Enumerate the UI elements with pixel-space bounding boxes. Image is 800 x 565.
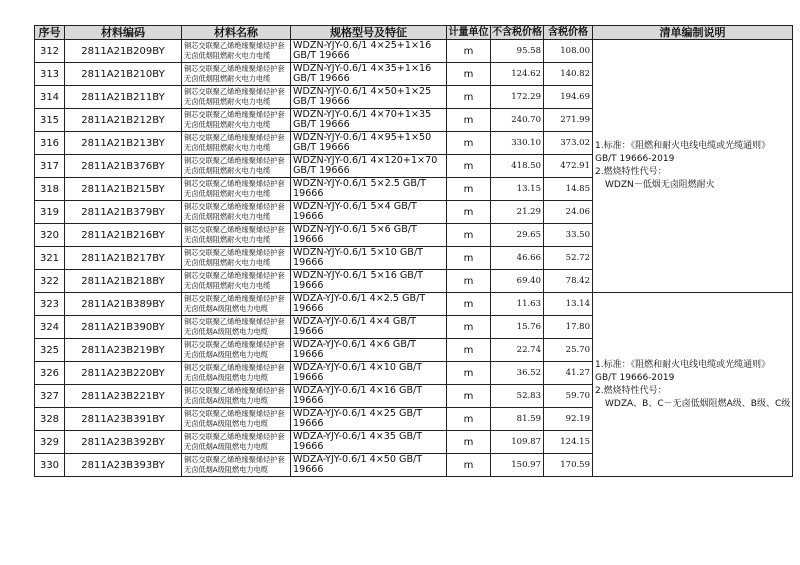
row-spec: WDZA-YJY-0.6/1 4×6 GB/T 19666 (291, 339, 447, 362)
row-code: 2811A21B212BY (65, 109, 182, 132)
row-spec: WDZA-YJY-0.6/1 4×10 GB/T 19666 (291, 362, 447, 385)
row-name: 铜芯交联聚乙烯绝缘聚烯烃护套无卤低烟A级阻燃电力电缆 (182, 293, 291, 316)
row-price-ex-tax: 36.52 (491, 362, 544, 385)
row-price-ex-tax: 95.58 (491, 40, 544, 63)
note-line: WDZA、B、C－无卤低烟阻燃A级、B级、C级 (605, 398, 791, 409)
row-seq: 320 (35, 224, 65, 247)
note-line: 2.燃烧特性代号： (595, 167, 667, 177)
header-code: 材料编码 (65, 26, 182, 40)
row-unit: m (447, 316, 491, 339)
row-seq: 329 (35, 431, 65, 454)
row-price-ex-tax: 330.10 (491, 132, 544, 155)
row-unit: m (447, 293, 491, 316)
row-code: 2811A23B219BY (65, 339, 182, 362)
row-unit: m (447, 40, 491, 63)
row-seq: 330 (35, 454, 65, 477)
row-code: 2811A23B392BY (65, 431, 182, 454)
row-spec: WDZN-YJY-0.6/1 4×25+1×16 GB/T 19666 (291, 40, 447, 63)
row-spec: WDZA-YJY-0.6/1 4×4 GB/T 19666 (291, 316, 447, 339)
row-seq: 317 (35, 155, 65, 178)
row-spec: WDZA-YJY-0.6/1 4×50 GB/T 19666 (291, 454, 447, 477)
row-price-ex-tax: 81.59 (491, 408, 544, 431)
row-price-ex-tax: 172.29 (491, 86, 544, 109)
row-spec: WDZN-YJY-0.6/1 4×70+1×35 GB/T 19666 (291, 109, 447, 132)
row-unit: m (447, 385, 491, 408)
note-block (593, 293, 793, 477)
row-price-inc-tax: 24.06 (544, 201, 593, 224)
row-seq: 322 (35, 270, 65, 293)
row-code: 2811A21B217BY (65, 247, 182, 270)
row-seq: 319 (35, 201, 65, 224)
row-price-ex-tax: 22.74 (491, 339, 544, 362)
row-code: 2811A21B379BY (65, 201, 182, 224)
row-price-ex-tax: 418.50 (491, 155, 544, 178)
row-code: 2811A21B213BY (65, 132, 182, 155)
row-name: 铜芯交联聚乙烯绝缘聚烯烃护套无卤低烟阻燃耐火电力电缆 (182, 63, 291, 86)
row-seq: 327 (35, 385, 65, 408)
row-name: 铜芯交联聚乙烯绝缘聚烯烃护套无卤低烟A级阻燃电力电缆 (182, 362, 291, 385)
row-unit: m (447, 132, 491, 155)
row-price-inc-tax: 25.70 (544, 339, 593, 362)
row-seq: 314 (35, 86, 65, 109)
row-price-ex-tax: 150.97 (491, 454, 544, 477)
row-name: 铜芯交联聚乙烯绝缘聚烯烃护套无卤低烟A级阻燃电力电缆 (182, 408, 291, 431)
row-name: 铜芯交联聚乙烯绝缘聚烯烃护套无卤低烟阻燃耐火电力电缆 (182, 109, 291, 132)
row-code: 2811A21B218BY (65, 270, 182, 293)
row-code: 2811A23B221BY (65, 385, 182, 408)
row-price-ex-tax: 46.66 (491, 247, 544, 270)
row-code: 2811A21B216BY (65, 224, 182, 247)
row-price-inc-tax: 170.59 (544, 454, 593, 477)
row-name: 铜芯交联聚乙烯绝缘聚烯烃护套无卤低烟阻燃耐火电力电缆 (182, 270, 291, 293)
row-unit: m (447, 86, 491, 109)
row-spec: WDZA-YJY-0.6/1 4×16 GB/T 19666 (291, 385, 447, 408)
row-seq: 328 (35, 408, 65, 431)
row-name: 铜芯交联聚乙烯绝缘聚烯烃护套无卤低烟阻燃耐火电力电缆 (182, 40, 291, 63)
row-code: 2811A23B391BY (65, 408, 182, 431)
row-unit: m (447, 270, 491, 293)
row-seq: 321 (35, 247, 65, 270)
row-price-inc-tax: 194.69 (544, 86, 593, 109)
row-unit: m (447, 247, 491, 270)
row-seq: 316 (35, 132, 65, 155)
row-unit: m (447, 201, 491, 224)
row-seq: 324 (35, 316, 65, 339)
row-price-ex-tax: 240.70 (491, 109, 544, 132)
row-unit: m (447, 109, 491, 132)
row-seq: 313 (35, 63, 65, 86)
row-code: 2811A21B390BY (65, 316, 182, 339)
row-code: 2811A21B376BY (65, 155, 182, 178)
row-seq: 318 (35, 178, 65, 201)
row-unit: m (447, 63, 491, 86)
row-unit: m (447, 408, 491, 431)
row-name: 铜芯交联聚乙烯绝缘聚烯烃护套无卤低烟阻燃耐火电力电缆 (182, 224, 291, 247)
row-name: 铜芯交联聚乙烯绝缘聚烯烃护套无卤低烟A级阻燃电力电缆 (182, 431, 291, 454)
row-spec: WDZN-YJY-0.6/1 5×2.5 GB/T 19666 (291, 178, 447, 201)
row-unit: m (447, 362, 491, 385)
row-price-inc-tax: 52.72 (544, 247, 593, 270)
row-code: 2811A21B389BY (65, 293, 182, 316)
row-price-inc-tax: 92.19 (544, 408, 593, 431)
header-seq: 序号 (35, 26, 65, 40)
row-code: 2811A23B393BY (65, 454, 182, 477)
header-name: 材料名称 (182, 26, 291, 40)
note-line: WDZN－低烟无卤阻燃耐火 (605, 180, 715, 190)
row-spec: WDZN-YJY-0.6/1 4×95+1×50 GB/T 19666 (291, 132, 447, 155)
note-line: 1.标准：《阻燃和耐火电线电缆或光缆通则》 (595, 359, 771, 370)
row-name: 铜芯交联聚乙烯绝缘聚烯烃护套无卤低烟A级阻燃电力电缆 (182, 454, 291, 477)
note-line: 2.燃烧特性代号： (595, 385, 667, 396)
row-name: 铜芯交联聚乙烯绝缘聚烯烃护套无卤低烟A级阻燃电力电缆 (182, 316, 291, 339)
header-spec: 规格型号及特征 (291, 26, 447, 40)
row-spec: WDZA-YJY-0.6/1 4×25 GB/T 19666 (291, 408, 447, 431)
header-price-ex-tax: 不含税价格 (492, 27, 542, 38)
row-spec: WDZN-YJY-0.6/1 5×6 GB/T 19666 (291, 224, 447, 247)
row-price-inc-tax: 78.42 (544, 270, 593, 293)
row-name: 铜芯交联聚乙烯绝缘聚烯烃护套无卤低烟A级阻燃电力电缆 (182, 385, 291, 408)
row-name: 铜芯交联聚乙烯绝缘聚烯烃护套无卤低烟阻燃耐火电力电缆 (182, 86, 291, 109)
row-name: 铜芯交联聚乙烯绝缘聚烯烃护套无卤低烟阻燃耐火电力电缆 (182, 178, 291, 201)
row-name: 铜芯交联聚乙烯绝缘聚烯烃护套无卤低烟A级阻燃电力电缆 (182, 339, 291, 362)
row-price-ex-tax: 52.83 (491, 385, 544, 408)
row-price-inc-tax: 33.50 (544, 224, 593, 247)
row-price-ex-tax: 21.29 (491, 201, 544, 224)
row-price-inc-tax: 13.14 (544, 293, 593, 316)
price-list-table (34, 25, 793, 477)
row-seq: 323 (35, 293, 65, 316)
row-unit: m (447, 339, 491, 362)
note-line: GB/T 19666-2019 (595, 372, 675, 383)
row-code: 2811A21B210BY (65, 63, 182, 86)
row-seq: 326 (35, 362, 65, 385)
note-line: 1.标准：《阻燃和耐火电线电缆或光缆通则》 (595, 141, 771, 151)
row-spec: WDZA-YJY-0.6/1 4×35 GB/T 19666 (291, 431, 447, 454)
row-unit: m (447, 224, 491, 247)
row-unit: m (447, 454, 491, 477)
row-code: 2811A21B209BY (65, 40, 182, 63)
row-code: 2811A21B215BY (65, 178, 182, 201)
row-seq: 315 (35, 109, 65, 132)
header-unit: 计量单位 (448, 27, 489, 38)
row-price-ex-tax: 109.87 (491, 431, 544, 454)
row-price-inc-tax: 14.85 (544, 178, 593, 201)
row-price-ex-tax: 29.65 (491, 224, 544, 247)
row-price-ex-tax: 11.63 (491, 293, 544, 316)
row-unit: m (447, 178, 491, 201)
row-name: 铜芯交联聚乙烯绝缘聚烯烃护套无卤低烟阻燃耐火电力电缆 (182, 201, 291, 224)
row-price-inc-tax: 41.27 (544, 362, 593, 385)
row-code: 2811A23B220BY (65, 362, 182, 385)
table-row (35, 293, 793, 316)
row-spec: WDZN-YJY-0.6/1 4×50+1×25 GB/T 19666 (291, 86, 447, 109)
row-spec: WDZN-YJY-0.6/1 4×35+1×16 GB/T 19666 (291, 63, 447, 86)
row-price-inc-tax: 124.15 (544, 431, 593, 454)
row-name: 铜芯交联聚乙烯绝缘聚烯烃护套无卤低烟阻燃耐火电力电缆 (182, 155, 291, 178)
row-price-ex-tax: 69.40 (491, 270, 544, 293)
header-price-inc-tax: 含税价格 (544, 26, 593, 40)
row-seq: 312 (35, 40, 65, 63)
row-name: 铜芯交联聚乙烯绝缘聚烯烃护套无卤低烟阻燃耐火电力电缆 (182, 132, 291, 155)
header-row (35, 26, 793, 40)
row-price-inc-tax: 108.00 (544, 40, 593, 63)
row-spec: WDZN-YJY-0.6/1 4×120+1×70 GB/T 19666 (291, 155, 447, 178)
table-row (35, 40, 793, 63)
row-code: 2811A21B211BY (65, 86, 182, 109)
row-unit: m (447, 431, 491, 454)
row-spec: WDZN-YJY-0.6/1 5×10 GB/T 19666 (291, 247, 447, 270)
row-unit: m (447, 155, 491, 178)
row-price-inc-tax: 472.91 (544, 155, 593, 178)
row-spec: WDZN-YJY-0.6/1 5×16 GB/T 19666 (291, 270, 447, 293)
row-price-ex-tax: 124.62 (491, 63, 544, 86)
row-price-inc-tax: 373.02 (544, 132, 593, 155)
row-price-ex-tax: 15.76 (491, 316, 544, 339)
row-price-inc-tax: 59.70 (544, 385, 593, 408)
row-spec: WDZN-YJY-0.6/1 5×4 GB/T 19666 (291, 201, 447, 224)
row-price-inc-tax: 271.99 (544, 109, 593, 132)
row-price-inc-tax: 17.80 (544, 316, 593, 339)
note-block (593, 40, 793, 293)
header-note: 清单编制说明 (593, 26, 793, 40)
row-price-inc-tax: 140.82 (544, 63, 593, 86)
row-price-ex-tax: 13.15 (491, 178, 544, 201)
row-spec: WDZA-YJY-0.6/1 4×2.5 GB/T 19666 (291, 293, 447, 316)
row-name: 铜芯交联聚乙烯绝缘聚烯烃护套无卤低烟阻燃耐火电力电缆 (182, 247, 291, 270)
note-line: GB/T 19666-2019 (595, 154, 675, 164)
row-seq: 325 (35, 339, 65, 362)
